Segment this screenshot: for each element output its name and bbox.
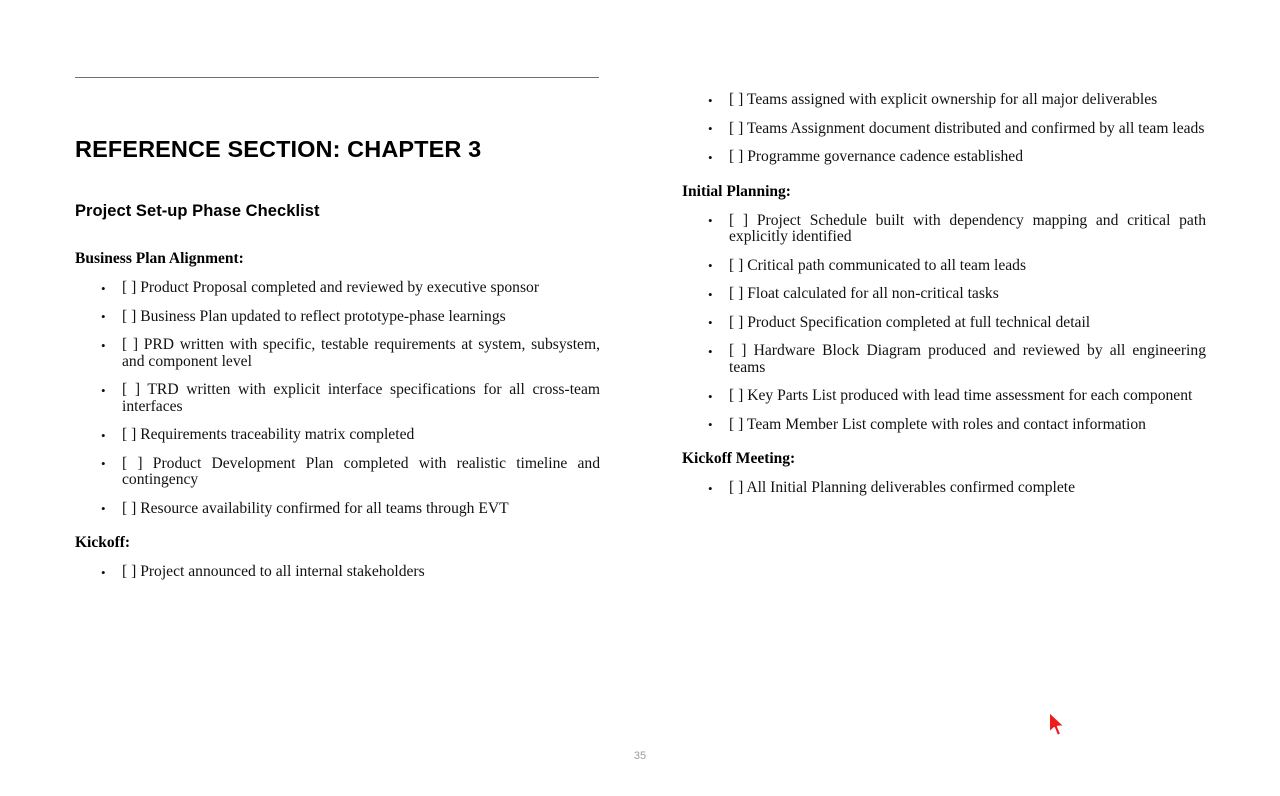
checklist-item[interactable] xyxy=(682,92,1206,109)
checklist-item[interactable] xyxy=(75,280,600,297)
page-number: 35 xyxy=(633,750,647,762)
checklist-item-label: Project announced to all internal stakeholders xyxy=(140,563,425,580)
checklist-item[interactable] xyxy=(75,337,600,370)
checklist-item-label: Key Parts List produced with lead time assessment for each component xyxy=(747,387,1193,404)
checklist-item[interactable] xyxy=(682,315,1206,332)
checklist-item[interactable] xyxy=(75,501,600,518)
checklist xyxy=(682,92,1206,166)
section-heading: Kickoff Meeting: xyxy=(682,450,796,467)
checkbox-marker[interactable]: [ ] xyxy=(729,387,748,404)
checklist-item-label: Resource availability confirmed for all teams through EVT xyxy=(140,499,509,517)
checklist-item[interactable] xyxy=(682,417,1206,434)
checklist-item[interactable] xyxy=(682,258,1206,275)
checkbox-marker[interactable]: [ ] xyxy=(729,415,747,433)
checkbox-marker[interactable]: [ ] xyxy=(122,563,141,580)
checklist xyxy=(75,564,600,581)
checkbox-marker[interactable]: [ ] xyxy=(122,454,153,472)
checkbox-marker[interactable]: [ ] xyxy=(729,119,747,137)
checklist-item-label: Hardware Block Diagram produced and reviewed by all engineering teams xyxy=(729,342,1206,376)
checklist-item[interactable] xyxy=(75,456,600,489)
checkbox-marker[interactable]: [ ] xyxy=(122,279,141,296)
checkbox-marker[interactable]: [ ] xyxy=(729,342,754,359)
page-subtitle: Project Set-up Phase Checklist xyxy=(75,202,320,220)
checklist-item[interactable] xyxy=(75,309,600,326)
checklist-item-label: TRD written with explicit interface specifications for all cross-team interfaces xyxy=(122,381,600,415)
checklist-item[interactable] xyxy=(75,564,600,581)
right-column xyxy=(682,0,1206,497)
checkbox-marker[interactable]: [ ] xyxy=(729,285,748,302)
checklist-item-label: PRD written with specific, testable requirements at system, subsystem, and component level xyxy=(122,336,600,370)
checklist-item-label: Teams Assignment document distributed and confirmed by all team leads xyxy=(746,119,1205,137)
page-title: REFERENCE SECTION: CHAPTER 3 xyxy=(75,136,482,162)
checklist-item[interactable] xyxy=(75,427,600,444)
checklist-item-label: Business Plan updated to reflect prototype-phase learnings xyxy=(140,307,506,325)
checkbox-marker[interactable]: [ ] xyxy=(729,479,747,496)
checklist-item[interactable] xyxy=(682,388,1206,405)
left-column xyxy=(75,0,600,581)
section-heading: Initial Planning: xyxy=(682,182,791,200)
checklist xyxy=(682,480,1206,497)
checklist xyxy=(682,213,1206,434)
checkbox-marker[interactable]: [ ] xyxy=(729,148,748,165)
section-heading: Kickoff: xyxy=(75,534,131,551)
checklist-item-label: Programme governance cadence established xyxy=(747,148,1023,165)
section-heading: Business Plan Alignment: xyxy=(75,250,244,267)
checklist-item[interactable] xyxy=(682,480,1206,497)
checklist-item[interactable] xyxy=(682,286,1206,303)
checkbox-marker[interactable]: [ ] xyxy=(122,426,141,443)
checkbox-marker[interactable]: [ ] xyxy=(729,256,748,274)
checklist-item[interactable] xyxy=(682,343,1206,376)
checklist-item[interactable] xyxy=(682,149,1206,166)
checkbox-marker[interactable]: [ ] xyxy=(122,499,141,517)
checklist-item-label: Team Member List complete with roles and contact information xyxy=(746,415,1146,433)
checkbox-marker[interactable]: [ ] xyxy=(122,381,148,398)
checklist-item-label: Product Proposal completed and reviewed by executive sponsor xyxy=(140,279,540,296)
checklist-item-label: Product Development Plan completed with realistic timeline and contingency xyxy=(122,454,601,488)
checklist-item[interactable] xyxy=(75,382,600,415)
checklist-item-label: Requirements traceability matrix completed xyxy=(140,426,415,443)
checklist xyxy=(75,280,600,517)
checklist-item[interactable] xyxy=(682,121,1206,138)
checkbox-marker[interactable]: [ ] xyxy=(729,313,748,331)
checklist-item-label: Float calculated for all non-critical tasks xyxy=(747,285,999,302)
checkbox-marker[interactable]: [ ] xyxy=(122,307,141,325)
checklist-item-label: All Initial Planning deliverables confirmed complete xyxy=(746,479,1075,496)
checklist-item-label: Critical path communicated to all team leads xyxy=(747,256,1027,274)
checklist-item-label: Teams assigned with explicit ownership for all major deliverables xyxy=(746,91,1158,108)
checklist-item-label: Product Specification completed at full technical detail xyxy=(747,313,1091,331)
checkbox-marker[interactable]: [ ] xyxy=(729,91,747,108)
checkbox-marker[interactable]: [ ] xyxy=(729,211,757,229)
checklist-item-label: Project Schedule built with dependency mapping and critical path explicitly identified xyxy=(729,211,1206,245)
checkbox-marker[interactable]: [ ] xyxy=(122,336,144,353)
checklist-item[interactable] xyxy=(682,213,1206,246)
